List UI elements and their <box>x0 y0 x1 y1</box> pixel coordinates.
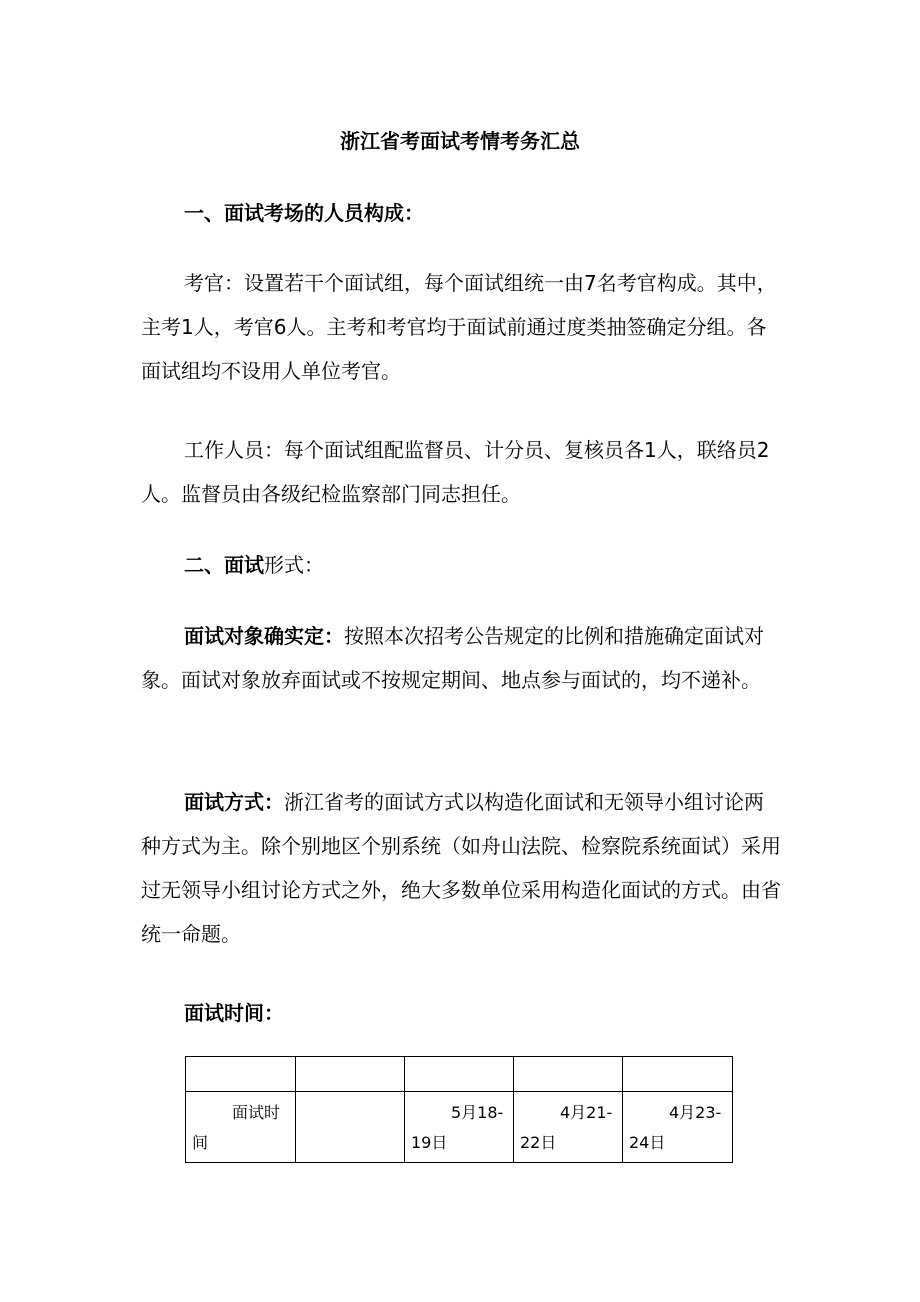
table-cell <box>186 1057 296 1092</box>
table-cell <box>623 1092 733 1163</box>
section-2-heading-bold: 二、面试 <box>184 553 264 577</box>
date-apr-23-24: 4月23-24日 <box>629 1103 722 1152</box>
targets-label: 面试对象确实定： <box>184 624 344 648</box>
table-cell <box>186 1092 296 1163</box>
time-heading <box>184 998 284 1028</box>
date-may-18-19: 5月18-19日 <box>411 1103 504 1152</box>
table-row <box>186 1057 733 1092</box>
table-cell <box>623 1057 733 1092</box>
staff-paragraph: 工作人员：每个面试组配监督员、计分员、复核员各1人，联络员2人。监督员由各级纪检监察部门同志担任。 <box>141 438 770 506</box>
table-cell <box>514 1092 623 1163</box>
section-2-heading <box>184 550 324 580</box>
section-1-heading-text: 一、面试考场的人员构成： <box>184 201 424 225</box>
time-heading-text: 面试时间： <box>184 1001 284 1025</box>
method-label: 面试方式： <box>184 790 284 814</box>
method-text: 浙江省考的面试方式以构造化面试和无领导小组讨论两种方式为主。除个别地区个别系统（如舟山法院、检察院系统面试）采用过无领导小组讨论方式之外，绝大多数单位采用构造化面试的方式。由省统一命题。 <box>141 790 781 946</box>
interview-time-label: 面试时间 <box>192 1103 281 1152</box>
table-cell <box>296 1057 405 1092</box>
schedule-table <box>185 1056 733 1163</box>
table-cell <box>405 1057 514 1092</box>
targets-paragraph <box>141 614 781 702</box>
table-row <box>186 1092 733 1163</box>
table-cell <box>296 1092 405 1163</box>
date-apr-21-22: 4月21-22日 <box>520 1103 613 1152</box>
targets-text: 按照本次招考公告规定的比例和措施确定面试对象。面试对象放弃面试或不按规定期间、地点参与面试的，均不递补。 <box>141 624 764 692</box>
section-1-heading <box>184 198 424 228</box>
section-2-heading-rest: 形式： <box>264 553 324 577</box>
document-title: 浙江省考面试考情考务汇总 <box>340 129 580 153</box>
method-paragraph <box>141 780 781 956</box>
table-cell <box>514 1057 623 1092</box>
examiners-paragraph: 考官：设置若干个面试组，每个面试组统一由7名考官构成。其中，主考1人，考官6人。主考和考官均于面试前通过度类抽签确定分组。各面试组均不设用人单位考官。 <box>141 271 777 383</box>
table-cell <box>405 1092 514 1163</box>
